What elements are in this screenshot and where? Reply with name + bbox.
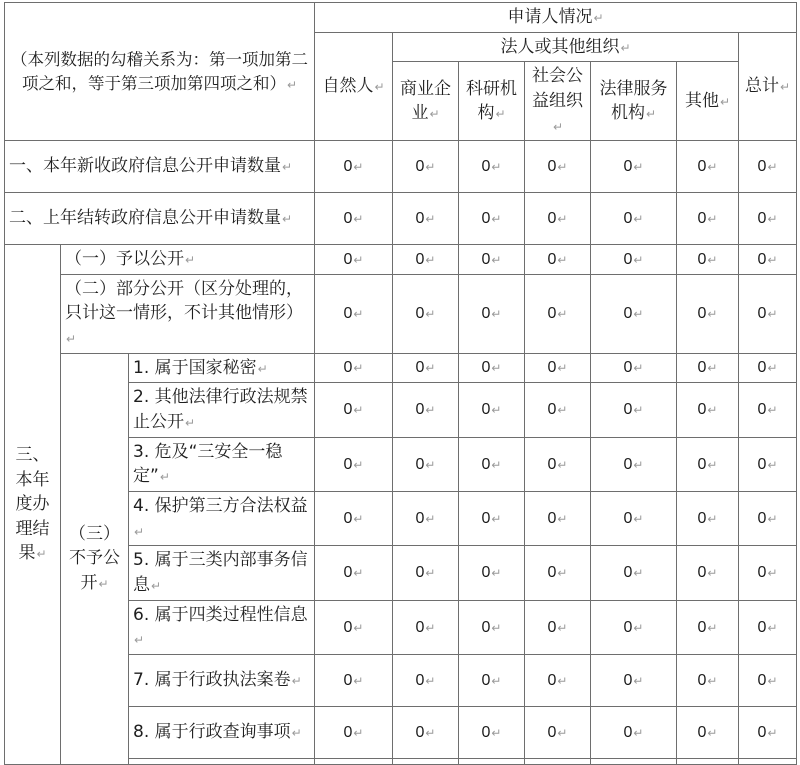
row-label: （一）予以公开↵: [61, 245, 315, 275]
table-cell: 0↵: [677, 193, 739, 245]
table-cell: [129, 758, 315, 764]
table-cell: 0↵: [525, 353, 591, 383]
table-cell: 0↵: [739, 383, 797, 437]
row-label: 6. 属于四类过程性信息↵: [129, 600, 315, 654]
table-cell: 0↵: [739, 193, 797, 245]
info-disclosure-table: [4, 2, 797, 765]
table-cell: 0↵: [677, 437, 739, 491]
table-cell: 0↵: [459, 245, 525, 275]
table-cell: [393, 758, 459, 764]
table-cell: 0↵: [525, 654, 591, 706]
row-label: 7. 属于行政执法案卷↵: [129, 654, 315, 706]
row-label: 一、本年新收政府信息公开申请数量↵: [5, 141, 315, 193]
row-label: 3. 危及“三安全一稳定”↵: [129, 437, 315, 491]
table-cell: 0↵: [393, 274, 459, 353]
table-cell: 0↵: [393, 245, 459, 275]
table-cell: 0↵: [459, 383, 525, 437]
table-cell: 0↵: [315, 141, 393, 193]
table-cell: 0↵: [315, 654, 393, 706]
row-label: 4. 保护第三方合法权益↵: [129, 491, 315, 545]
table-cell: [459, 758, 525, 764]
table-cell: 0↵: [677, 546, 739, 600]
table-cell: 0↵: [315, 546, 393, 600]
table-cell: 0↵: [315, 245, 393, 275]
header-note: （本列数据的勾稽关系为：第一项加第二项之和，等于第三项加第四项之和）↵: [5, 3, 315, 141]
row-subgroup-label: （三）不予公开↵: [61, 353, 129, 764]
table-cell: 0↵: [739, 600, 797, 654]
table-cell: 0↵: [525, 706, 591, 758]
header-legal-service: 法律服务机构↵: [591, 62, 677, 141]
table-cell: 0↵: [393, 193, 459, 245]
header-commercial: 商业企业↵: [393, 62, 459, 141]
table-cell: 0↵: [739, 706, 797, 758]
table-cell: 0↵: [459, 141, 525, 193]
table-cell: 0↵: [591, 383, 677, 437]
table-cell: 0↵: [677, 491, 739, 545]
table-cell: 0↵: [393, 546, 459, 600]
table-cell: 0↵: [677, 245, 739, 275]
table-row: [5, 274, 797, 353]
table-cell: [591, 758, 677, 764]
table-cell: 0↵: [525, 546, 591, 600]
table-cell: 0↵: [393, 353, 459, 383]
table-cell: 0↵: [591, 546, 677, 600]
header-natural-person: 自然人↵: [315, 32, 393, 141]
table-cell: 0↵: [739, 274, 797, 353]
table-cell: 0↵: [591, 141, 677, 193]
table-cell: 0↵: [677, 141, 739, 193]
table-cell: 0↵: [677, 353, 739, 383]
table-cell: 0↵: [315, 274, 393, 353]
table-cell: 0↵: [459, 654, 525, 706]
table-cell: 0↵: [393, 491, 459, 545]
table-cell: [525, 758, 591, 764]
table-cell: 0↵: [315, 383, 393, 437]
table-cell: 0↵: [591, 491, 677, 545]
header-other: 其他↵: [677, 62, 739, 141]
table-cell: [739, 758, 797, 764]
header-research: 科研机构↵: [459, 62, 525, 141]
table-cell: 0↵: [315, 353, 393, 383]
table-cell: 0↵: [591, 353, 677, 383]
table-cell: 0↵: [393, 141, 459, 193]
table-row: [5, 245, 797, 275]
table-cell: 0↵: [315, 193, 393, 245]
table-row: [5, 141, 797, 193]
header-applicant: 申请人情况↵: [315, 3, 797, 33]
table-cell: 0↵: [459, 353, 525, 383]
table-cell: 0↵: [393, 654, 459, 706]
table-cell: 0↵: [315, 437, 393, 491]
table-cell: 0↵: [525, 383, 591, 437]
table-cell: 0↵: [459, 437, 525, 491]
table-cell: 0↵: [591, 245, 677, 275]
table-cell: 0↵: [459, 706, 525, 758]
table-cell: 0↵: [459, 193, 525, 245]
table-cell: 0↵: [591, 437, 677, 491]
row-label: 1. 属于国家秘密↵: [129, 353, 315, 383]
table-cell: 0↵: [591, 600, 677, 654]
table-cell: 0↵: [459, 600, 525, 654]
row-label: 2. 其他法律行政法规禁止公开↵: [129, 383, 315, 437]
table-row: [5, 193, 797, 245]
table-cell: 0↵: [739, 353, 797, 383]
table-cell: 0↵: [315, 491, 393, 545]
table-cell: 0↵: [393, 383, 459, 437]
row-label: 8. 属于行政查询事项↵: [129, 706, 315, 758]
table-cell: 0↵: [739, 141, 797, 193]
table-cell: 0↵: [739, 654, 797, 706]
table-cell: 0↵: [677, 654, 739, 706]
table-cell: 0↵: [525, 491, 591, 545]
table-cell: 0↵: [525, 141, 591, 193]
row-label: 二、上年结转政府信息公开申请数量↵: [5, 193, 315, 245]
table-row: [5, 353, 797, 383]
table-cell: 0↵: [525, 437, 591, 491]
table-cell: 0↵: [459, 546, 525, 600]
table-cell: 0↵: [739, 491, 797, 545]
table-cell: 0↵: [591, 193, 677, 245]
table-cell: 0↵: [591, 706, 677, 758]
table-cell: 0↵: [739, 245, 797, 275]
row-label: 5. 属于三类内部事务信息↵: [129, 546, 315, 600]
table-cell: 0↵: [459, 491, 525, 545]
row-label: （二）部分公开（区分处理的，只计这一情形，不计其他情形）↵: [61, 274, 315, 353]
header-social: 社会公益组织↵: [525, 62, 591, 141]
table-cell: 0↵: [393, 600, 459, 654]
table-cell: 0↵: [677, 706, 739, 758]
table-cell: 0↵: [677, 600, 739, 654]
table-cell: 0↵: [315, 706, 393, 758]
table-cell: 0↵: [525, 245, 591, 275]
table-cell: 0↵: [677, 383, 739, 437]
table-cell: [315, 758, 393, 764]
table-cell: 0↵: [677, 274, 739, 353]
table-cell: 0↵: [591, 654, 677, 706]
table-cell: 0↵: [315, 600, 393, 654]
row-group-label: 三、本年度办理结果↵: [5, 245, 61, 765]
header-total: 总计↵: [739, 32, 797, 141]
table-cell: 0↵: [525, 193, 591, 245]
table-cell: 0↵: [739, 546, 797, 600]
table-cell: 0↵: [739, 437, 797, 491]
table-cell: [677, 758, 739, 764]
table-cell: 0↵: [393, 706, 459, 758]
table-cell: 0↵: [525, 600, 591, 654]
header-legal-group: 法人或其他组织↵: [393, 32, 739, 62]
table-cell: 0↵: [459, 274, 525, 353]
table-cell: 0↵: [525, 274, 591, 353]
table-cell: 0↵: [591, 274, 677, 353]
table-cell: 0↵: [393, 437, 459, 491]
